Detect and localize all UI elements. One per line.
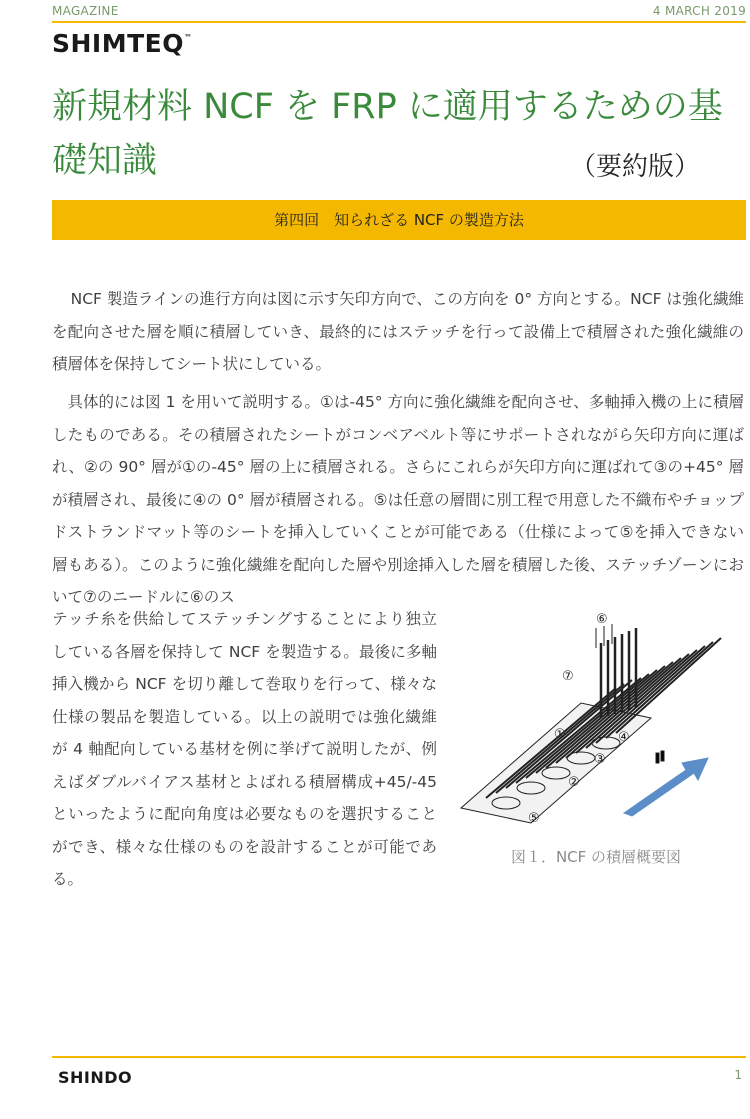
label-5: ⑤ [528,811,540,826]
footer-rule [52,1056,746,1058]
body-paragraph-1 [52,283,744,381]
label-1: ① [554,727,566,742]
trademark-mark: ™ [184,33,193,42]
body-paragraph-2 [52,386,744,614]
label-3: ③ [594,752,606,767]
footer-brand: SHINDO [58,1068,133,1087]
label-4: ④ [618,730,630,745]
direction-arrow [624,758,708,816]
header-rule [52,21,746,23]
stitch-thread [596,624,612,648]
chapter-band: 第四回 知られざる NCF の製造方法 [52,200,746,240]
section-label: MAGAZINE [52,4,119,18]
ncf-diagram [446,608,741,838]
body-text-2: 具体的には図 1 を用いて説明する。①は-45° 方向に強化繊維を配向させ、多軸挿入機の上に積層したものである。その積層されたシートがコンベアベルト等にサポートされながら矢印方向に運ばれ、②の 90° 層が①の-45° 層の上に積層される。さらにこれらが矢印方向に運ばれて③の+45° 層が積層され、最後に④の 0° 層が積層される。⑤は任意の層間に別工程で用意した不織布やチョップドストランドマット等のシートを挿入していくことが可能である（仕様によって⑤を挿入できない層もある）。このように強化繊維を配向した層や別途挿入した層を積層した後、ステッチゾーンにおいて⑦のニードルに⑥のス [52,393,744,606]
title-subtitle: （要約版） [569,152,700,182]
figure-caption: 図１．NCF の積層概要図 [510,848,682,866]
label-2: ② [568,775,580,790]
label-6: ⑥ [596,612,608,627]
article-title [52,80,742,188]
body-text-1: NCF 製造ラインの進行方向は図に示す矢印方向で、この方向を 0° 方向とする。NCF は強化繊維を配向させた層を順に積層していき、最終的にはステッチを行って設備上で積層された強化繊維の積層体を保持してシート状にしている。 [52,290,744,373]
page-number: 1 [734,1068,742,1082]
issue-date: 4 MARCH 2019 [652,4,746,18]
brand-logo [52,29,193,58]
body-paragraph-3: テッチ糸を供給してステッチングすることにより独立している各層を保持して NCF を製造する。最後に多軸挿入機から NCF を切り離して巻取りを行って、様々な仕様の製品を製造している。以上の説明では強化繊維が 4 軸配向している基材を例に挙げて説明したが、例えばダブルバイアス基材とよばれる積層構成+45/-45 といったように配向角度は必要なものを選択することができ、様々な仕様のものを設計することが可能である。 [52,610,437,888]
label-7: ⑦ [562,669,574,684]
brand-name: SHIMTEQ [52,29,184,58]
title-main: 新規材料 NCF を FRP に適用するための基礎知識 [52,87,723,181]
